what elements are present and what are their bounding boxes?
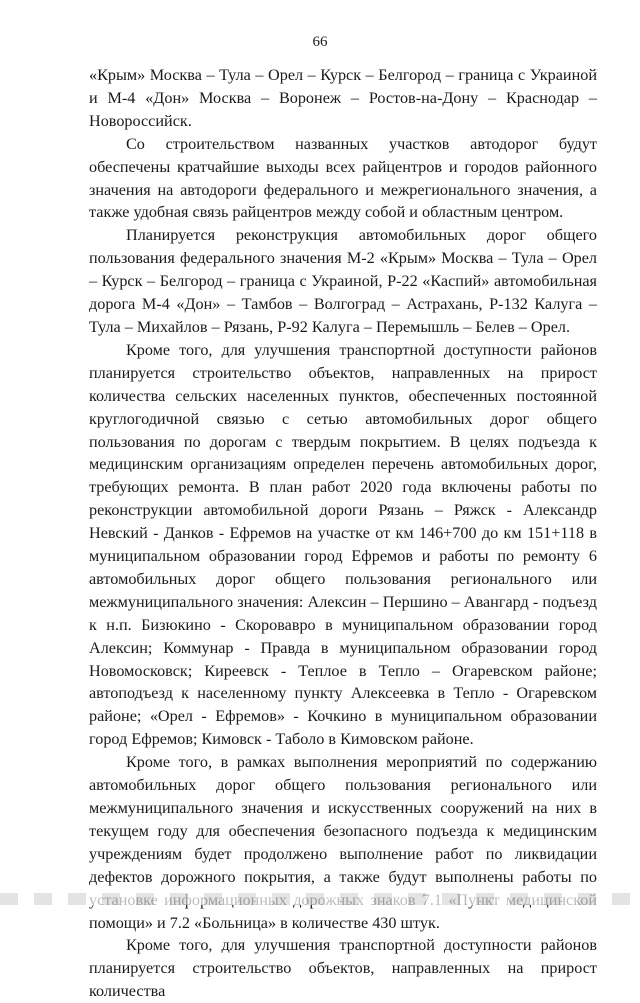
page-number: 66 <box>312 34 328 50</box>
paragraph: Со строительством названных участков автодорог будут обеспечены кратчайшие выходы всех райцентров и городов районного значения на автодороги федерального и межрегионального значения, а также удобная связь райцентров между собой и областным центром. <box>89 134 597 222</box>
paragraph: Кроме того, для улучшения транспортной доступности районов планируется строительство объектов, направленных на прирост количества сельских населенных пунктов, обеспеченных постоянной круглогодичной связью с сетью автомобильных дорог общего пользования по дорогам с твердым покрытием. В целях подъезда к медицинским организациям определен перечень автомобильных дорог, требующих ремонта. В план работ 2020 года включены работы по реконструкции автомобильной дороги Рязань – Ряжск - Александр Невский - Данков - Ефремов на участке от км 146+700 до км 151+118 в муниципальном образовании город Ефремов и работы по ремонту 6 автомобильных дорог общего пользования регионального или межмуниципального значения: Алексин – Першино – Авангард - подъезд к н.п. Бизюкино - Скоровавро в муниципальном образовании город Алексин; Коммунар - Правда в муниципальном образовании город Новомосковск; Киреевск - Теплое в Тепло – Огаревском районе; автоподъезд к населенному пункту Алексеевка в Тепло - Огаревском районе; «Орел - Ефремов» - Кочкино в муниципальном образовании город Ефремов; Кимовск - Таболо в Кимовском районе. <box>89 340 597 749</box>
paragraph: Кроме того, для улучшения транспортной доступности районов планируется строительство объектов, направленных на прирост количества <box>89 936 597 1001</box>
paragraph: Планируется реконструкция автомобильных дорог общего пользования федерального значения М-2 «Крым» Москва – Тула – Орел – Курск – Белгород – граница с Украиной, Р-22 «Каспий» автомобильная дорога М-4 «Дон» – Тамбов – Волгоград – Астрахань, Р-132 Калуга – Тула – Михайлов – Рязань, Р-92 Калуга – Перемышль – Белев – Орел. <box>89 226 597 336</box>
paragraph-continuation: «Крым» Москва – Тула – Орел – Курск – Белгород – граница с Украиной и М-4 «Дон» Москва – Воронеж – Ростов-на-Дону – Краснодар – Новороссийск. <box>89 66 597 130</box>
scan-footer-artifact <box>0 893 640 905</box>
paragraph: Кроме того, в рамках выполнения мероприятий по содержанию автомобильных дорог общего пользования регионального или межмуниципального значения и искусственных сооружений на них в текущем году для обеспечения безопасного подъезда к медицинским учреждениям будет продолжено выполнение работ по ликвидации дефектов дорожного покрытия, а также будут выполнены работы по помощи» и 7.2 «Больница» в количестве 430 штук. <box>89 753 597 932</box>
document-body <box>89 64 597 1003</box>
